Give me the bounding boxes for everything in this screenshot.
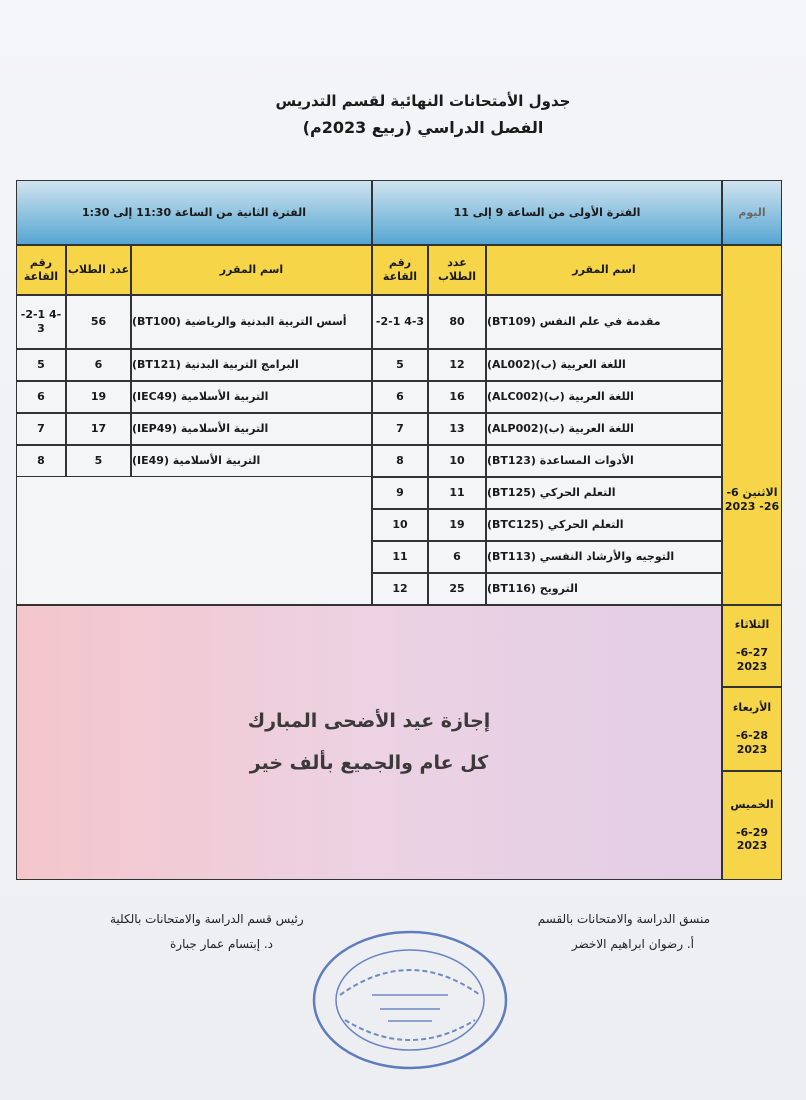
p2-row1-course: أسس التربية البدنية والرياضية (BT100): [131, 295, 372, 349]
p2-row2-room: 5: [16, 349, 66, 381]
period1-room-header: رقم القاعة: [372, 245, 428, 295]
day-date: 6-27-: [735, 646, 769, 660]
p1-row3-students: 16: [428, 381, 486, 413]
day-name: الخميس: [730, 797, 774, 811]
day-name: الثلاثاء: [734, 618, 770, 632]
p2-row4-students: 17: [66, 413, 131, 445]
p1-row8-students: 6: [428, 541, 486, 573]
day-year: 2023: [736, 839, 768, 853]
day-name: الاثنين: [742, 486, 778, 500]
p1-row4-room: 7: [372, 413, 428, 445]
p2-row3-room: 6: [16, 381, 66, 413]
p2-row1-students: 56: [66, 295, 131, 349]
p2-row5-course: التربية الأسلامية (IE49): [131, 445, 372, 477]
p2-row4-room: 7: [16, 413, 66, 445]
day-year: 2023: [736, 742, 768, 756]
day-year: 2023: [736, 659, 768, 673]
day-year: 2023: [724, 500, 756, 513]
p1-row1-students: 80: [428, 295, 486, 349]
holiday-greeting: كل عام والجميع بألف خير: [249, 751, 489, 774]
p1-row9-course: الترويح (BT116): [486, 573, 722, 605]
day-column-header: اليوم: [722, 180, 782, 245]
period2-course-header: اسم المقرر: [131, 245, 372, 295]
day-date: 6-26-: [726, 486, 780, 513]
p1-row5-students: 10: [428, 445, 486, 477]
period2-room-header: رقم القاعة: [16, 245, 66, 295]
p2-row3-students: 19: [66, 381, 131, 413]
day-date: 6-28-: [735, 729, 769, 743]
p1-row9-room: 12: [372, 573, 428, 605]
p1-row4-students: 13: [428, 413, 486, 445]
p1-row3-room: 6: [372, 381, 428, 413]
head-name: د. إبتسام عمار جبارة: [170, 937, 274, 951]
period1-course-header: اسم المقرر: [486, 245, 722, 295]
coordinator-name: أ. رضوان ابراهيم الاخضر: [571, 937, 694, 951]
head-title: رئيس قسم الدراسة والامتحانات بالكلية: [110, 912, 304, 926]
p2-row4-course: التربية الأسلامية (IEP49): [131, 413, 372, 445]
p1-row1-course: مقدمة في علم النفس (BT109): [486, 295, 722, 349]
p1-row4-course: اللغة العربية (ب)(ALP002): [486, 413, 722, 445]
day-name: الأربعاء: [732, 701, 772, 715]
day-thursday-cell: [722, 771, 782, 880]
p1-row6-students: 11: [428, 477, 486, 509]
period1-students-header: عدد الطلاب: [428, 245, 486, 295]
p1-row7-course: التعلم الحركي (BTC125): [486, 509, 722, 541]
period2-header: الفترة الثانية من الساعة 11:30 إلى 1:30: [16, 180, 372, 245]
p2-row2-students: 6: [66, 349, 131, 381]
period2-empty-area: [16, 477, 372, 605]
exam-schedule-table: [16, 180, 782, 880]
p1-row2-course: اللغة العربية (ب)(AL002): [486, 349, 722, 381]
p2-row5-students: 5: [66, 445, 131, 477]
period1-header: الفترة الأولى من الساعة 9 إلى 11: [372, 180, 722, 245]
holiday-title: إجازة عيد الأضحى المبارك: [247, 709, 491, 732]
p1-row5-room: 8: [372, 445, 428, 477]
day-tuesday-cell: [722, 605, 782, 687]
period2-students-header: عدد الطلاب: [66, 245, 131, 295]
p1-row7-students: 19: [428, 509, 486, 541]
p2-row1-room: -2-1 4-3: [16, 295, 66, 349]
official-stamp-icon: [310, 925, 510, 1075]
p1-row2-room: 5: [372, 349, 428, 381]
day-date: 6-29-: [735, 825, 769, 839]
p2-row2-course: البرامج التربية البدنية (BT121): [131, 349, 372, 381]
document-subtitle: الفصل الدراسي (ربيع 2023م): [302, 118, 544, 137]
coordinator-title: منسق الدراسة والامتحانات بالقسم: [537, 912, 710, 926]
p1-row1-room: -2-1 4-3: [372, 295, 428, 349]
p1-row8-course: التوجيه والأرشاد النفسي (BT113): [486, 541, 722, 573]
day-monday-cell: [722, 245, 782, 605]
p1-row5-course: الأدوات المساعدة (BT123): [486, 445, 722, 477]
p1-row9-students: 25: [428, 573, 486, 605]
holiday-notice: [16, 605, 722, 880]
day-wednesday-cell: [722, 687, 782, 771]
p1-row7-room: 10: [372, 509, 428, 541]
p2-row3-course: التربية الأسلامية (IEC49): [131, 381, 372, 413]
p1-row6-room: 9: [372, 477, 428, 509]
p1-row3-course: اللغة العربية (ب)(ALC002): [486, 381, 722, 413]
document-title: جدول الأمتحانات النهائية لقسم التدريس: [275, 92, 571, 110]
p1-row6-course: التعلم الحركي (BT125): [486, 477, 722, 509]
p1-row2-students: 12: [428, 349, 486, 381]
p2-row5-room: 8: [16, 445, 66, 477]
p1-row8-room: 11: [372, 541, 428, 573]
